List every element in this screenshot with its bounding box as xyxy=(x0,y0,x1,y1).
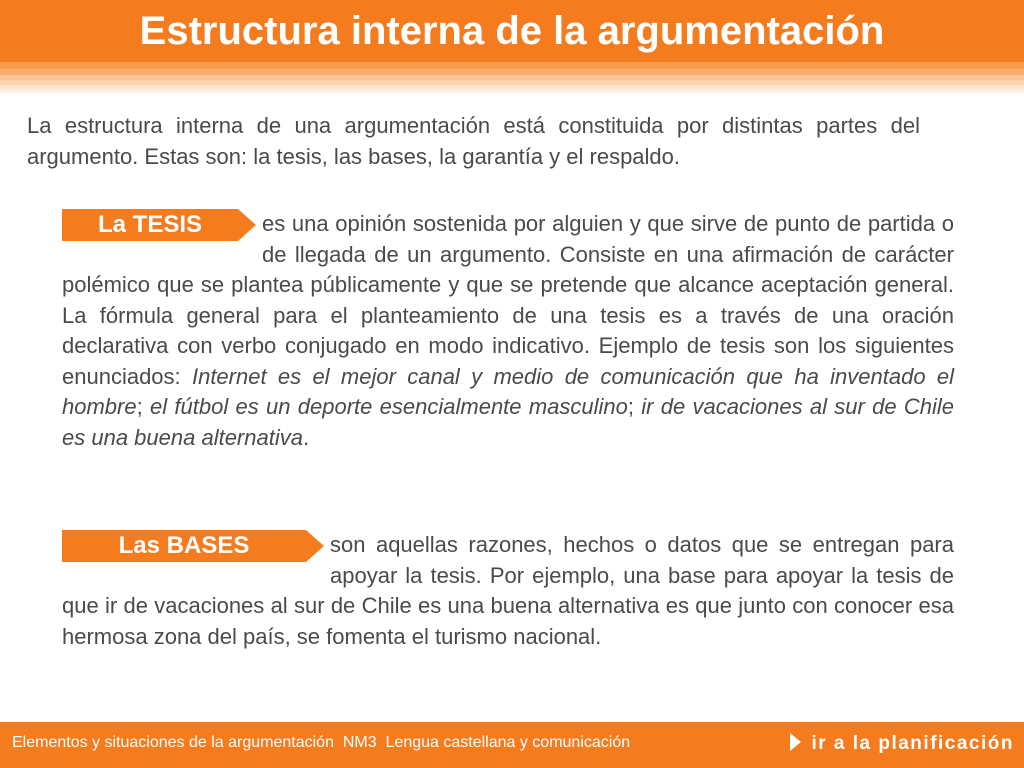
footer-text: Elementos y situaciones de la argumentación NM3 Lengua castellana y comunicación xyxy=(12,734,631,751)
tesis-label-tag xyxy=(62,209,238,241)
planificacion-link-label: ir a la planificación xyxy=(811,733,1014,754)
bases-label: Las BASES xyxy=(62,530,306,562)
title-bar xyxy=(0,0,1024,62)
tesis-end: . xyxy=(302,424,310,450)
chevron-right-icon xyxy=(790,733,801,751)
intro-paragraph: La estructura interna de una argumentación está constituida por distintas partes del argumento. Estas son: la tesis, las bases, la garantía y el respaldo. xyxy=(27,113,920,169)
tesis-example-1: Internet es el mejor canal y medio de comunicación que ha inventado el hombre xyxy=(62,363,954,419)
bases-section xyxy=(62,530,954,652)
tag-arrow-icon xyxy=(306,530,324,562)
tesis-example-2: el fútbol es un deporte esencialmente masculino xyxy=(150,394,628,419)
tesis-text: es una opinión sostenida por alguien y que sirve de punto de partida o de llegada de un argumento. Consiste en una afirmación de carácter polémico que se plantea públicamente y que se pretende que alcance aceptación general. La fórmula general para el planteamiento de una tesis es a través de una oración declarativa con verbo conjugado en modo indicativo. Ejemplo de tesis son los siguientes enunciados: xyxy=(62,211,954,389)
tag-arrow-icon xyxy=(238,209,256,241)
tesis-example-3: ir de vacaciones al sur de Chile es una buena alternativa xyxy=(62,394,954,450)
tesis-label: La TESIS xyxy=(62,209,238,241)
header-stripe xyxy=(0,62,1024,69)
page-title: Estructura interna de la argumentación xyxy=(139,9,885,53)
bases-label-tag xyxy=(62,530,306,562)
planificacion-link[interactable] xyxy=(790,722,1014,768)
bases-text: son aquellas razones, hechos o datos que se entregan para apoyar la tesis. Por ejemplo, una base para apoyar la tesis de que ir de vacaciones al sur de Chile es una buena alternativa es que junto con conocer esa hermosa zona del país, se fomenta el turismo nacional. xyxy=(62,532,954,649)
footer-bar xyxy=(0,722,1024,768)
header-stripe xyxy=(0,89,1024,93)
tesis-section xyxy=(62,209,954,453)
tesis-separator: ; xyxy=(136,394,150,419)
tesis-separator: ; xyxy=(627,394,642,419)
